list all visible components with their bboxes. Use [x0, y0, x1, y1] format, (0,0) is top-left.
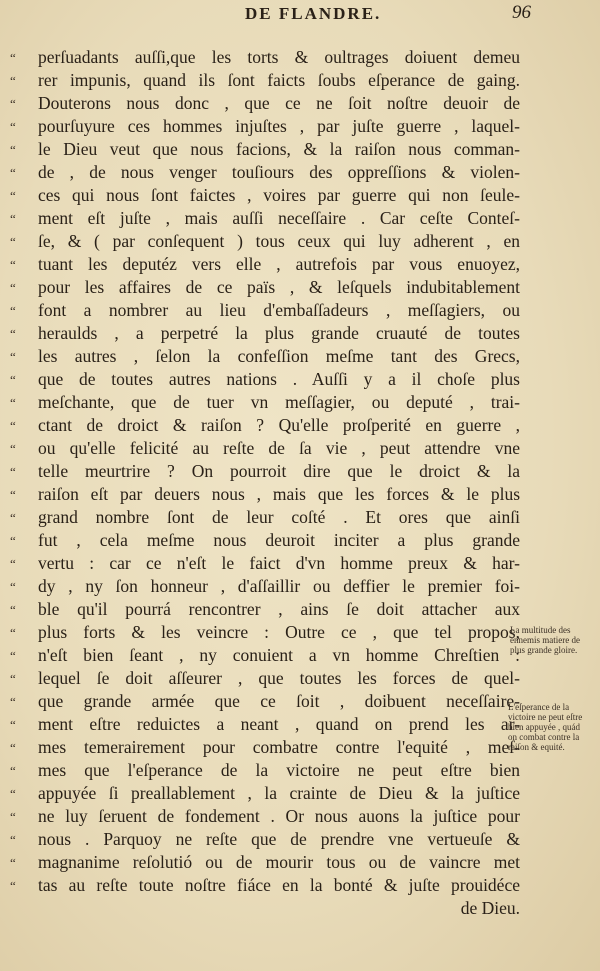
line-text: de Dieu. [460, 898, 520, 918]
quotation-mark: “ [10, 625, 16, 640]
line-text: de , de nous venger touſiours des oppreſſions & violen- [38, 162, 520, 182]
text-line [10, 345, 520, 368]
line-text: perſuadants auſſi,que les torts & oultrages doiuent demeu [38, 47, 520, 67]
line-text: raiſon eſt par deuers nous , mais que les forces & le plus [38, 484, 520, 504]
line-text: pour les affaires de ce païs , & leſquels indubitablement [38, 277, 520, 297]
text-line [10, 529, 520, 552]
quotation-mark: “ [10, 602, 16, 617]
line-text: lequel ſe doit aſſeurer , que toutes les forces de quel- [38, 668, 520, 688]
text-line [10, 897, 520, 920]
text-line [10, 368, 520, 391]
text-line [10, 253, 520, 276]
quotation-mark: “ [10, 372, 16, 387]
page-number: 96 [512, 2, 531, 23]
quotation-mark: “ [10, 280, 16, 295]
quotation-mark: “ [10, 878, 16, 893]
text-line [10, 276, 520, 299]
text-line [10, 805, 520, 828]
line-text: ſe, & ( par conſequent ) tous ceux qui luy adherent , en [38, 231, 520, 251]
quotation-mark: “ [10, 326, 16, 341]
text-line [10, 460, 520, 483]
text-line [10, 621, 520, 644]
quotation-mark: “ [10, 464, 16, 479]
quotation-mark: “ [10, 165, 16, 180]
line-text: que de toutes autres nations . Auſſi y a il choſe plus [38, 369, 520, 389]
margin-note: L'eſperance de la victoire ne peut eſtre bien appuyée , quád on combat contre la raiſon & equité. [508, 702, 583, 752]
quotation-mark: “ [10, 96, 16, 111]
line-text: ces qui nous ſont faictes , voires par guerre qui non ſeule- [38, 185, 520, 205]
text-line [10, 552, 520, 575]
quotation-mark: “ [10, 441, 16, 456]
line-text: vertu : car ce n'eſt le faict d'vn homme preux & har- [38, 553, 520, 573]
line-text: meſchante, que de tuer vn meſſagier, ou deputé , trai- [38, 392, 520, 412]
line-text: telle meurtrire ? On pourroit dire que le droict & la [38, 461, 520, 481]
quotation-mark: “ [10, 73, 16, 88]
text-line [10, 736, 520, 759]
quotation-mark: “ [10, 234, 16, 249]
text-line [10, 161, 520, 184]
line-text: rer impunis, quand ils ſont faicts ſoubs eſperance de gaing. [38, 70, 520, 90]
running-header [30, 2, 570, 32]
line-text: grand nombre ſont de leur coſté . Et ores que ainſi [38, 507, 520, 527]
quotation-mark: “ [10, 671, 16, 686]
line-text: tuant les deputéz vers elle , autrefois par vous enuoyez, [38, 254, 520, 274]
quotation-mark: “ [10, 648, 16, 663]
text-line [10, 667, 520, 690]
line-text: heraulds , a perpetré la plus grande cruauté de toutes [38, 323, 520, 343]
text-line [10, 391, 520, 414]
running-title: DE FLANDRE. [245, 4, 382, 23]
text-line [10, 483, 520, 506]
text-line [10, 506, 520, 529]
quotation-mark: “ [10, 418, 16, 433]
text-line [10, 851, 520, 874]
text-line [10, 46, 520, 69]
line-text: ou qu'elle felicité au reſte de ſa vie , peut attendre vne [38, 438, 520, 458]
body-text [10, 46, 520, 920]
line-text: Douterons nous donc , que ce ne ſoit noſtre deuoir de [38, 93, 520, 113]
line-text: ment eſtre reduictes a neant , quand on prend les ar- [38, 714, 520, 734]
text-line [10, 782, 520, 805]
quotation-mark: “ [10, 303, 16, 318]
line-text: dy , ny ſon honneur , d'aſſaillir ou deffier le premier foi- [38, 576, 520, 596]
text-line [10, 644, 520, 667]
quotation-mark: “ [10, 579, 16, 594]
line-text: les autres , ſelon la confeſſion meſme tant des Grecs, [38, 346, 520, 366]
quotation-mark: “ [10, 786, 16, 801]
quotation-mark: “ [10, 119, 16, 134]
text-line [10, 690, 520, 713]
text-line [10, 138, 520, 161]
text-line [10, 437, 520, 460]
line-text: mes que l'eſperance de la victoire ne peut eſtre bien [38, 760, 520, 780]
line-text: plus forts & les veincre : Outre ce , que tel propos, [38, 622, 520, 642]
quotation-mark: “ [10, 257, 16, 272]
quotation-mark: “ [10, 349, 16, 364]
text-line [10, 414, 520, 437]
line-text: ctant de droict & raiſon ? Qu'elle proſperité en guerre , [38, 415, 520, 435]
line-text: le Dieu veut que nous facions, & la raiſon nous comman- [38, 139, 520, 159]
text-line [10, 575, 520, 598]
line-text: mes temerairement pour combatre contre l'equité , meſ- [38, 737, 520, 757]
text-line [10, 299, 520, 322]
quotation-mark: “ [10, 809, 16, 824]
line-text: nous . Parquoy ne reſte que de prendre vne vertueuſe & [38, 829, 520, 849]
line-text: que grande armée que ce ſoit , doibuent neceſſaire- [38, 691, 520, 711]
text-line [10, 874, 520, 897]
text-line [10, 92, 520, 115]
line-text: fut , cela meſme nous deuroit inciter a plus grande [38, 530, 520, 550]
quotation-mark: “ [10, 510, 16, 525]
text-line [10, 230, 520, 253]
quotation-mark: “ [10, 763, 16, 778]
line-text: appuyée ſi preallablement , la crainte de Dieu & la juſtice [38, 783, 520, 803]
quotation-mark: “ [10, 855, 16, 870]
quotation-mark: “ [10, 211, 16, 226]
quotation-mark: “ [10, 832, 16, 847]
line-text: tas au reſte toute noſtre fiáce en la bonté & juſte prouidéce [38, 875, 520, 895]
line-text: ble qu'il pourrá rencontrer , ains ſe doit attacher aux [38, 599, 520, 619]
quotation-mark: “ [10, 556, 16, 571]
margin-note: La multitude des ennemis matiere de plus grande gloire. [510, 625, 580, 655]
text-line [10, 184, 520, 207]
quotation-mark: “ [10, 740, 16, 755]
text-line [10, 207, 520, 230]
text-line [10, 828, 520, 851]
quotation-mark: “ [10, 50, 16, 65]
quotation-mark: “ [10, 487, 16, 502]
text-line [10, 713, 520, 736]
line-text: pourſuyure ces hommes injuſtes , par juſte guerre , laquel- [38, 116, 520, 136]
line-text: ne luy ſeruent de fondement . Or nous auons la juſtice pour [38, 806, 520, 826]
line-text: magnanime reſolutió ou de mourir tous ou de vaincre met [38, 852, 520, 872]
text-line [10, 759, 520, 782]
quotation-mark: “ [10, 694, 16, 709]
line-text: font a nombrer au lieu d'embaſſadeurs , meſſagiers, ou [38, 300, 520, 320]
quotation-mark: “ [10, 533, 16, 548]
quotation-mark: “ [10, 142, 16, 157]
text-line [10, 322, 520, 345]
text-line [10, 69, 520, 92]
line-text: ment eſt juſte , mais auſſi neceſſaire . Car ceſte Conteſ- [38, 208, 520, 228]
quotation-mark: “ [10, 188, 16, 203]
quotation-mark: “ [10, 395, 16, 410]
quotation-mark: “ [10, 717, 16, 732]
text-line [10, 115, 520, 138]
text-line [10, 598, 520, 621]
line-text: n'eſt bien ſeant , ny conuient a vn homme Chreſtien : [38, 645, 520, 665]
